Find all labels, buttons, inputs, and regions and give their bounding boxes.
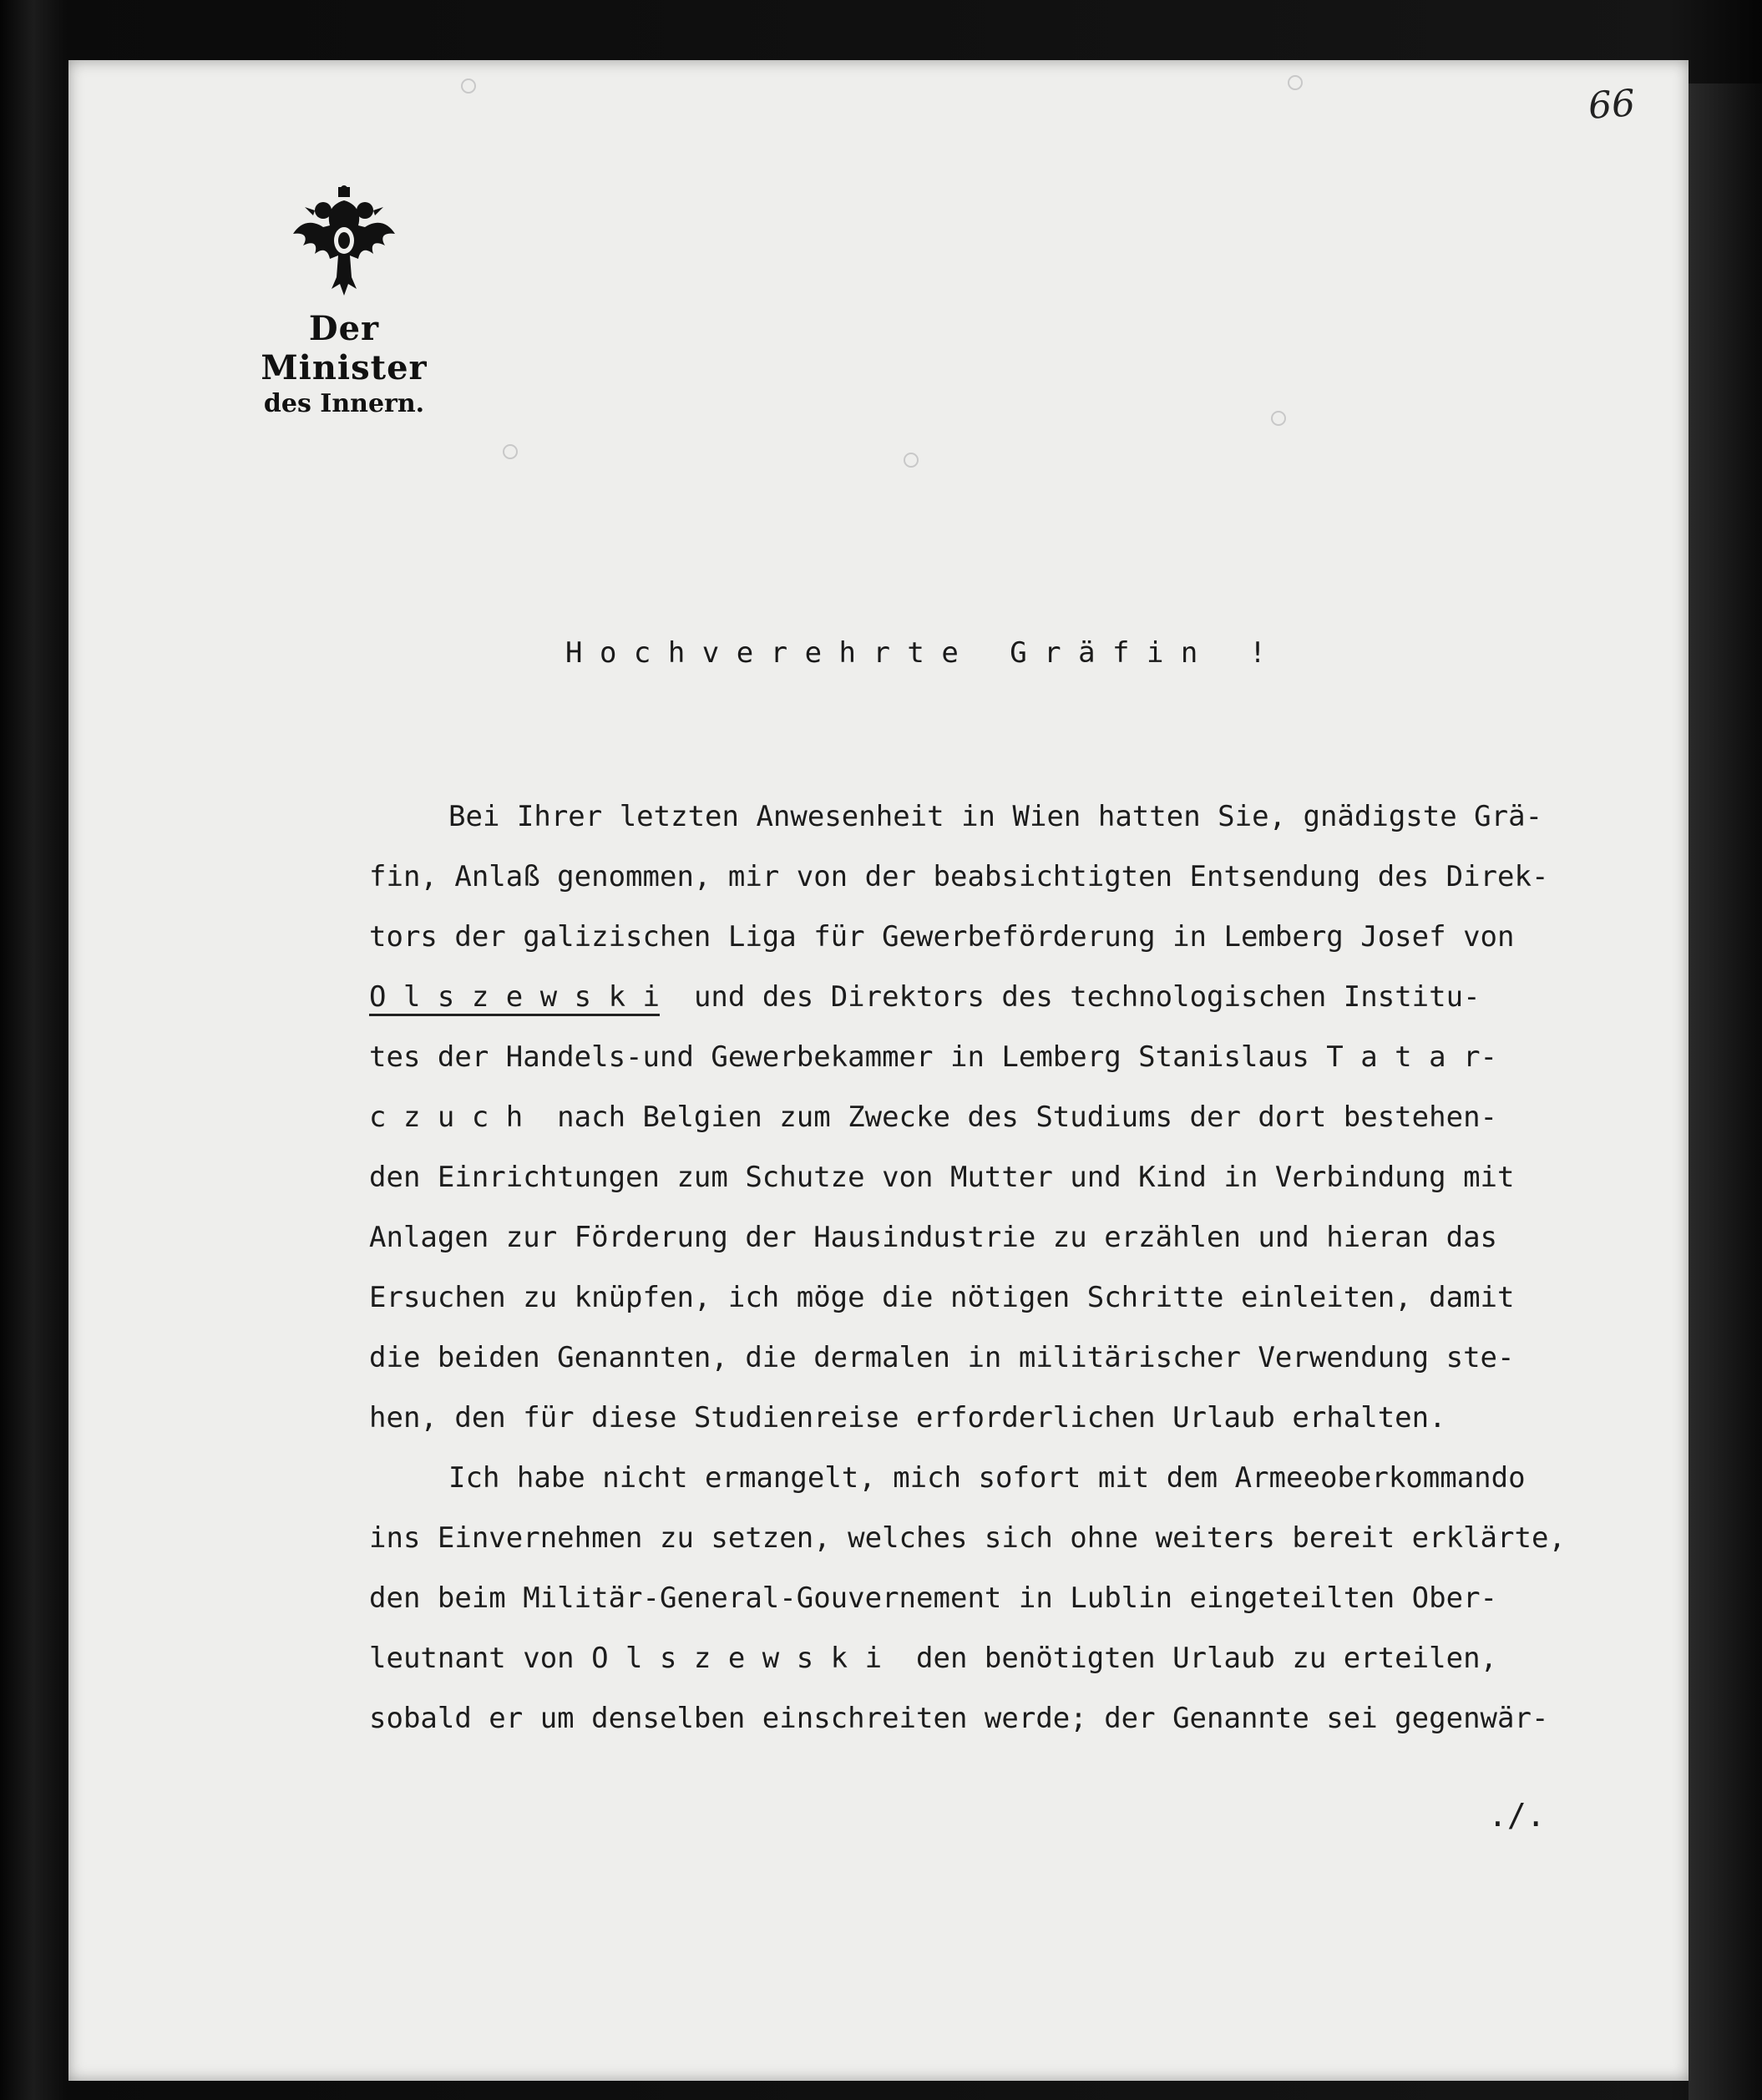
page-number: 66	[1587, 82, 1637, 128]
body-line: Ich habe nicht ermangelt, mich sofort mit dem Armeeoberkommando	[448, 1461, 1526, 1495]
body-line	[369, 967, 1672, 1027]
body-line: sobald er um denselben einschreiten werde; der Genannte sei gegenwär-	[369, 1702, 1549, 1735]
body-line: die beiden Genannten, die dermalen in militärischer Verwendung ste-	[369, 1341, 1515, 1374]
paper-speck	[461, 78, 476, 94]
body-line: c z u c h nach Belgien zum Zwecke des Studiums der dort bestehen-	[369, 1101, 1498, 1134]
body-line: hen, den für diese Studienreise erforderlichen Urlaub erhalten.	[369, 1401, 1446, 1435]
underlined-name: O l s z e w s k i	[369, 980, 660, 1016]
body-line: ins Einvernehmen zu setzen, welches sich ohne weiters bereit erklärte,	[369, 1521, 1566, 1555]
salutation: H o c h v e r e h r t e G r ä f i n !	[565, 636, 1267, 670]
body-line: tes der Handels-und Gewerbekammer in Lemberg Stanislaus T a t a r-	[369, 1040, 1498, 1074]
body-line-text: und des Direktors des technologischen Institu-	[693, 980, 1481, 1014]
body-line: leutnant von O l s z e w s k i den benötigten Urlaub zu erteilen,	[369, 1642, 1498, 1675]
continuation-mark: ./.	[1488, 1797, 1546, 1834]
paper-speck	[503, 444, 518, 459]
scan-border-shadow	[1689, 83, 1762, 2100]
body-line: tors der galizischen Liga für Gewerbeförderung in Lemberg Josef von	[369, 920, 1515, 954]
body-line: fin, Anlaß genommen, mir von der beabsichtigten Entsendung des Direk-	[369, 860, 1549, 893]
body-line: Bei Ihrer letzten Anwesenheit in Wien hatten Sie, gnädigste Grä-	[448, 800, 1543, 833]
paper-speck	[904, 453, 919, 468]
letterhead-subtitle: des Innern.	[263, 389, 425, 418]
body-line: Anlagen zur Förderung der Hausindustrie zu erzählen und hieran das	[369, 1221, 1498, 1254]
letterhead	[227, 185, 461, 418]
paper-speck	[1271, 411, 1286, 426]
body-line: den beim Militär-General-Gouvernement in Lublin eingeteilten Ober-	[369, 1581, 1498, 1615]
letter-page	[68, 60, 1689, 2081]
letterhead-title: Der Minister	[261, 309, 428, 387]
paper-speck	[1288, 75, 1303, 90]
body-line: den Einrichtungen zum Schutze von Mutter und Kind in Verbindung mit	[369, 1161, 1515, 1194]
letter-body	[369, 787, 1672, 1748]
body-line: Ersuchen zu knüpfen, ich möge die nötigen Schritte einleiten, damit	[369, 1281, 1515, 1314]
double-headed-eagle-icon	[290, 185, 398, 302]
